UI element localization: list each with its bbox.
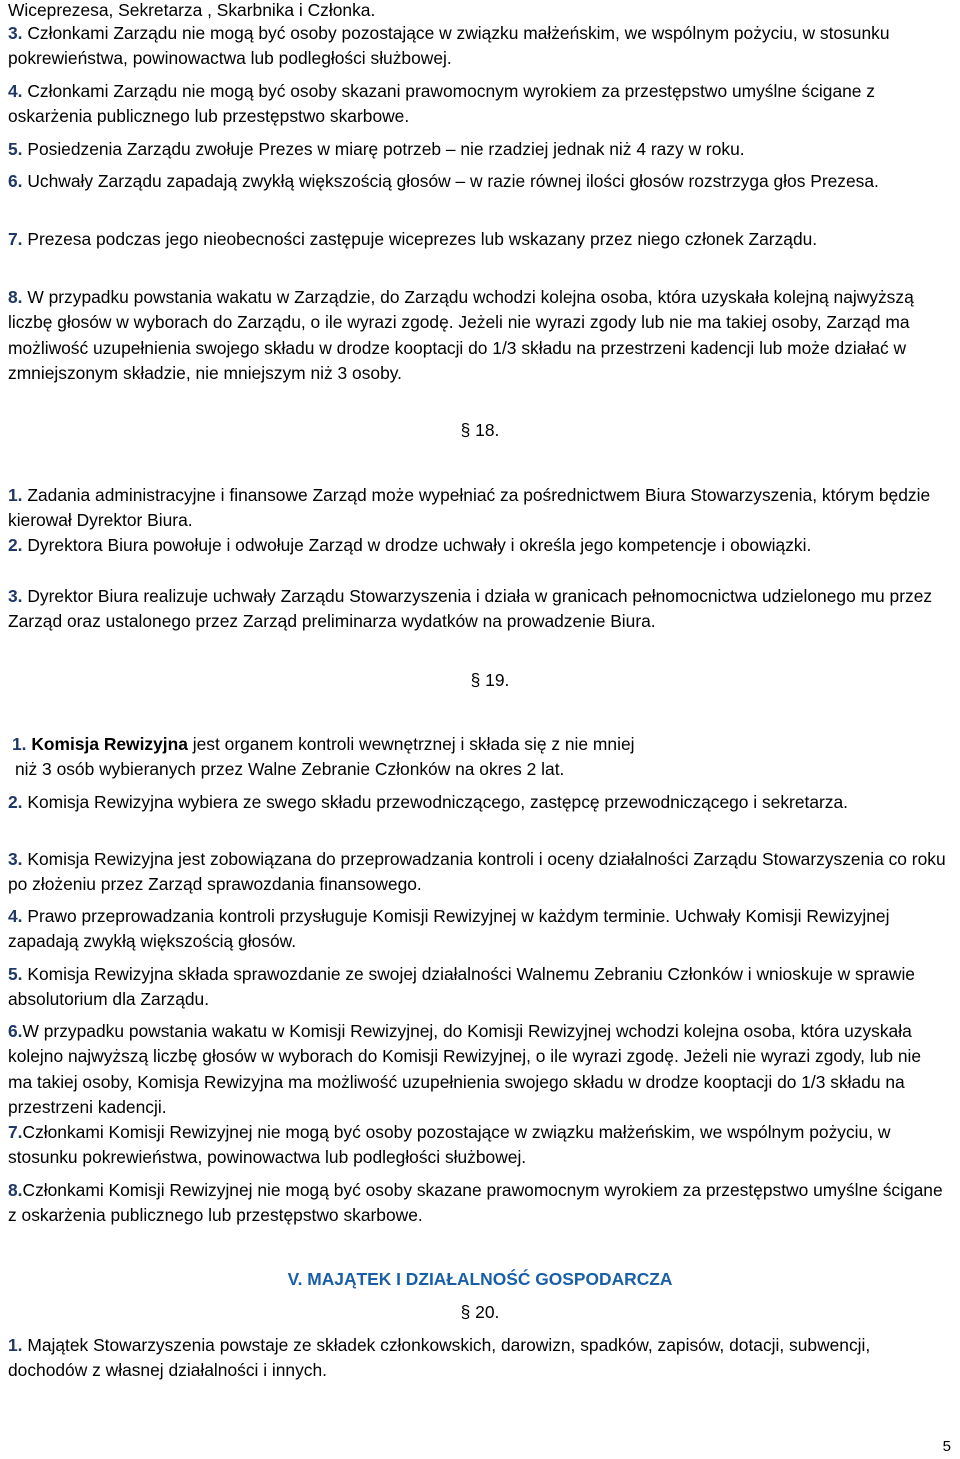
paragraph: 3. Komisja Rewizyjna jest zobowiązana do przeprowadzania kontroli i oceny działalności Zarządu Stowarzyszenia co roku po złożeniu przez Zarząd sprawozdania finansowego.: [8, 849, 946, 895]
paragraph: 1. Zadania administracyjne i finansowe Zarząd może wypełniać za pośrednictwem Biura Stowarzyszenia, którym będzie kierował Dyrektor Biura.: [8, 485, 931, 531]
paragraph-number: 3.: [8, 23, 23, 43]
paragraph: 2. Komisja Rewizyjna wybiera ze swego składu przewodniczącego, zastępcę przewodniczącego i sekretarza.: [8, 792, 849, 812]
paragraph: 2. Dyrektora Biura powołuje i odwołuje Zarząd w drodze uchwały i określa jego kompetencje i obowiązki.: [8, 535, 812, 555]
paragraph-number: 8.: [8, 287, 23, 307]
paragraph-number: 6.: [8, 171, 23, 191]
chapter-title: V. MAJĄTEK I DZIAŁALNOŚĆ GOSPODARCZA: [287, 1269, 673, 1289]
paragraph-number: 3.: [8, 849, 23, 869]
paragraph-number: 4.: [8, 81, 23, 101]
paragraph-number: 3.: [8, 586, 23, 606]
paragraph-number: 2.: [8, 535, 23, 555]
paragraph: 5. Posiedzenia Zarządu zwołuje Prezes w miarę potrzeb – nie rzadziej jednak niż 4 razy w roku.: [8, 139, 745, 159]
section-number: § 19.: [470, 670, 510, 690]
page-number: 5: [942, 1438, 951, 1455]
section-number: § 18.: [460, 420, 500, 440]
paragraph: 3. Dyrektor Biura realizuje uchwały Zarządu Stowarzyszenia i działa w granicach pełnomocnictwa udzielonego mu przez Zarząd oraz ustalonego przez Zarząd preliminarza wydatków na prowadzenie Biura.: [8, 586, 933, 632]
section-number: § 20.: [460, 1302, 500, 1322]
paragraph: 4. Prawo przeprowadzania kontroli przysługuje Komisji Rewizyjnej w każdym terminie. Uchwały Komisji Rewizyjnej zapadają zwykłą większością głosów.: [8, 906, 890, 952]
paragraph: 8. W przypadku powstania wakatu w Zarządzie, do Zarządu wchodzi kolejna osoba, która uzyskała kolejną najwyższą liczbę głosów w wyborach do Zarządu, o ile wyrazi zgodę. Jeżeli nie wyrazi zgody lub nie ma takiej osoby, Zarząd ma możliwość uzupełnienia swojego składu w drodze kooptacji do 1/3 składu na przestrzeni kadencji lub może działać w zmniejszonym składzie, nie mniejszym niż 3 osoby.: [8, 287, 914, 383]
paragraph-number: 1.: [8, 485, 23, 505]
paragraph-number: 6.: [8, 1021, 23, 1041]
paragraph-number: 1.: [12, 734, 27, 754]
paragraph-number: 8.: [8, 1180, 23, 1200]
paragraph-number: 5.: [8, 139, 23, 159]
paragraph: 4. Członkami Zarządu nie mogą być osoby skazani prawomocnym wyrokiem za przestępstwo umyślne ścigane z oskarżenia publicznego lub przestępstwo skarbowe.: [8, 81, 876, 127]
paragraph: 1. Majątek Stowarzyszenia powstaje ze składek członkowskich, darowizn, spadków, zapisów, dotacji, subwencji, dochodów z własnej działalności i innych.: [8, 1335, 871, 1381]
paragraph: 6. Uchwały Zarządu zapadają zwykłą większością głosów – w razie równej ilości głosów rozstrzyga głos Prezesa.: [8, 171, 879, 191]
paragraph: 1. Komisja Rewizyjna jest organem kontroli wewnętrznej i składa się z nie mniej niż 3 osób wybieranych przez Walne Zebranie Członków na okres 2 lat.: [12, 734, 635, 780]
paragraph: 7.Członkami Komisji Rewizyjnej nie mogą być osoby pozostające w związku małżeńskim, we wspólnym pożyciu, w stosunku pokrewieństwa, powinowactwa lub podległości służbowej.: [8, 1122, 891, 1168]
komisja-rewizyjna-term: Komisja Rewizyjna: [26, 734, 188, 754]
paragraph-number: 4.: [8, 906, 23, 926]
paragraph: 8.Członkami Komisji Rewizyjnej nie mogą być osoby skazane prawomocnym wyrokiem za przestępstwo umyślne ścigane z oskarżenia publicznego lub przestępstwo skarbowe.: [8, 1180, 943, 1226]
paragraph-number: 2.: [8, 792, 23, 812]
paragraph-number: 5.: [8, 964, 23, 984]
paragraph: Wiceprezesa, Sekretarza , Skarbnika i Członka.: [8, 0, 376, 20]
paragraph: 6.W przypadku powstania wakatu w Komisji Rewizyjnej, do Komisji Rewizyjnej wchodzi kolejna osoba, która uzyskała kolejno najwyższą liczbę głosów w wyborach do Komisji Rewizyjnej, o ile wyrazi zgodę. Jeżeli nie wyrazi zgody, lub nie ma takiej osoby, Komisja Rewizyjna ma możliwość uzupełnienia swojego składu w drodze kooptacji do 1/3 składu na przestrzeni kadencji.: [8, 1021, 922, 1117]
paragraph-number: 7.: [8, 1122, 23, 1142]
paragraph: 3. Członkami Zarządu nie mogą być osoby pozostające w związku małżeńskim, we wspólnym pożyciu, w stosunku pokrewieństwa, powinowactwa lub podległości służbowej.: [8, 23, 890, 69]
paragraph: 7. Prezesa podczas jego nieobecności zastępuje wiceprezes lub wskazany przez niego członek Zarządu.: [8, 229, 818, 249]
paragraph-number: 1.: [8, 1335, 23, 1355]
paragraph: 5. Komisja Rewizyjna składa sprawozdanie ze swojej działalności Walnemu Zebraniu Członków i wnioskuje w sprawie absolutorium dla Zarządu.: [8, 964, 915, 1010]
paragraph-number: 7.: [8, 229, 23, 249]
